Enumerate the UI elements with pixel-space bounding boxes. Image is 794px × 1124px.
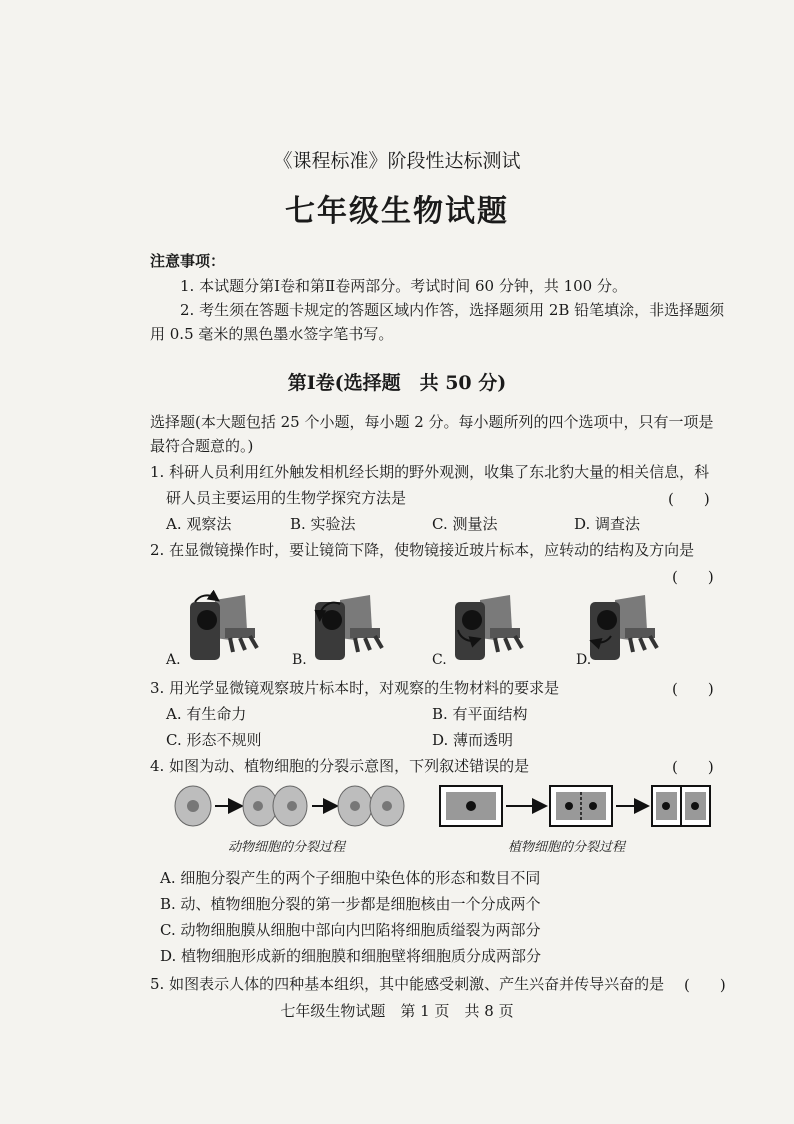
q4-answer-blank: ( )	[672, 758, 714, 776]
notice-heading: 注意事项：	[150, 252, 226, 270]
q1-option-a: A. 观察法	[166, 515, 232, 533]
microscope-b-icon	[315, 595, 382, 660]
q3-stem: 3. 用光学显微镜观察玻片标本时，对观察的生物材料的要求是	[150, 679, 560, 697]
q2-option-c: C.	[432, 652, 447, 668]
q1-option-b: B. 实验法	[290, 515, 356, 533]
q3-option-b: B. 有平面结构	[432, 705, 528, 723]
q3-option-d: D. 薄而透明	[432, 731, 514, 749]
q5-stem: 5. 如图表示人体的四种基本组织，其中能感受刺激、产生兴奋并传导兴奋的是	[150, 975, 665, 993]
q3-option-a: A. 有生命力	[166, 705, 247, 723]
animal-cell-division-icon	[175, 786, 404, 826]
q3-answer-blank: ( )	[672, 680, 714, 698]
section-heading: 第Ⅰ卷(选择题 共 50 分)	[287, 372, 507, 394]
microscope-d-icon	[590, 595, 657, 660]
microscope-c-icon	[455, 595, 522, 660]
microscope-a-icon	[190, 595, 257, 660]
q1-stem-line2: 研人员主要运用的生物学探究方法是	[166, 489, 407, 507]
q2-option-b: B.	[292, 652, 307, 668]
notice-item-2: 2. 考生须在答题卡规定的答题区域内作答，选择题须用 2B 铅笔填涂，非选择题须用 0.5 毫米的黑色墨水签字笔书写。	[150, 301, 725, 343]
q4-option-c: C. 动物细胞膜从细胞中部向内凹陷将细胞质缢裂为两部分	[160, 921, 541, 939]
page-footer: 七年级生物试题 第 1 页 共 8 页	[280, 1002, 514, 1020]
q1-option-d: D. 调查法	[574, 515, 641, 533]
q3-option-c: C. 形态不规则	[166, 731, 262, 749]
exam-subtitle: 《课程标准》阶段性达标测试	[273, 150, 521, 172]
q2-option-d: D.	[576, 652, 592, 668]
q4-caption-animal: 动物细胞的分裂过程	[228, 840, 346, 855]
exam-title: 七年级生物试题	[285, 194, 509, 229]
section-instructions-2: 最符合题意的。)	[150, 437, 254, 455]
q1-option-c: C. 测量法	[432, 515, 498, 533]
notice-item-1: 1. 本试题分第Ⅰ卷和第Ⅱ卷两部分。考试时间 60 分钟，共 100 分。	[180, 277, 627, 295]
section-instructions-1: 选择题(本大题包括 25 个小题，每小题 2 分。每小题所列的四个选项中，只有一项是	[150, 413, 714, 431]
q1-answer-blank: ( )	[668, 490, 710, 508]
q2-option-a: A.	[166, 652, 181, 668]
q1-stem-line1: 1. 科研人员利用红外触发相机经长期的野外观测，收集了东北豹大量的相关信息，科	[150, 463, 710, 481]
q2-microscope-figures	[0, 590, 794, 670]
q4-option-a: A. 细胞分裂产生的两个子细胞中染色体的形态和数目不同	[160, 869, 541, 887]
q5-answer-blank: ( )	[684, 976, 726, 994]
plant-cell-division-icon	[440, 786, 710, 826]
q4-option-b: B. 动、植物细胞分裂的第一步都是细胞核由一个分成两个	[160, 895, 541, 913]
q2-answer-blank: ( )	[672, 568, 714, 586]
q2-stem: 2. 在显微镜操作时，要让镜筒下降，使物镜接近玻片标本，应转动的结构及方向是	[150, 541, 695, 559]
q4-stem: 4. 如图为动、植物细胞的分裂示意图，下列叙述错误的是	[150, 757, 530, 775]
q4-caption-plant: 植物细胞的分裂过程	[508, 840, 626, 855]
q4-cell-division-figure	[0, 780, 794, 840]
q4-option-d: D. 植物细胞形成新的细胞膜和细胞壁将细胞质分成两部分	[160, 947, 542, 965]
